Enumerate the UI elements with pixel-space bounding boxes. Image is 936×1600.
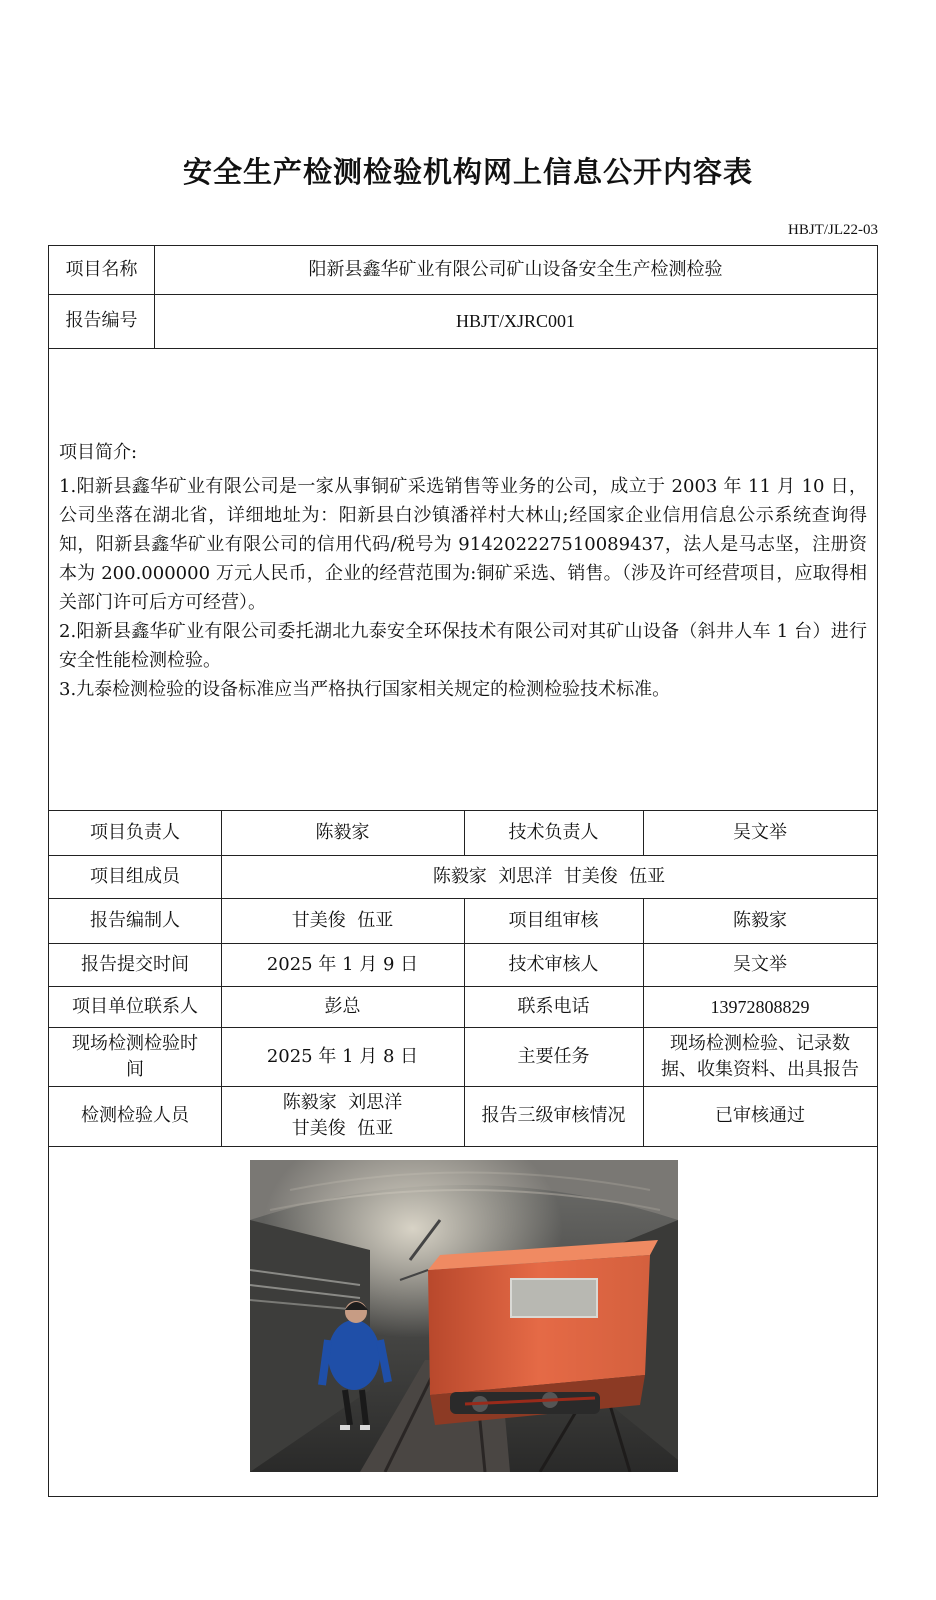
submit-time-value: 2025 年 1 月 9 日 bbox=[266, 953, 419, 975]
inspectors-label: 检测检验人员 bbox=[81, 1105, 189, 1126]
main-task-label: 主要任务 bbox=[517, 1045, 590, 1067]
team-review-value: 陈毅家 bbox=[733, 909, 787, 931]
report-no-value: HBJT/XJRC001 bbox=[455, 311, 576, 331]
review-status-value: 已审核通过 bbox=[715, 1105, 805, 1126]
site-time-value: 2025 年 1 月 8 日 bbox=[266, 1045, 419, 1067]
site-inspection-photo bbox=[250, 1160, 678, 1472]
site-time-label bbox=[49, 1027, 221, 1086]
review-status-label: 报告三级审核情况 bbox=[481, 1105, 626, 1126]
project-name-value: 阳新县鑫华矿业有限公司矿山设备安全生产检测检验 bbox=[308, 259, 723, 280]
project-leader-label: 项目负责人 bbox=[90, 821, 180, 843]
intro-heading: 项目简介: bbox=[59, 442, 138, 463]
report-no-label: 报告编号 bbox=[65, 310, 138, 331]
row-divider bbox=[49, 348, 877, 349]
team-review-label: 项目组审核 bbox=[508, 909, 599, 931]
row-divider bbox=[49, 1146, 877, 1147]
info-table bbox=[48, 245, 878, 1497]
inspectors-value bbox=[221, 1086, 464, 1146]
contact-value: 彭总 bbox=[324, 995, 361, 1017]
report-author-label: 报告编制人 bbox=[90, 909, 180, 931]
inspectors-line1: 陈毅家 刘思洋 bbox=[282, 1092, 403, 1113]
form-code: HBJT/JL22-03 bbox=[788, 222, 878, 238]
phone-label: 联系电话 bbox=[517, 995, 590, 1017]
main-task-value bbox=[643, 1027, 877, 1086]
intro-paragraph-1: 1.阳新县鑫华矿业有限公司是一家从事铜矿采选销售等业务的公司，成立于 2003 年 11 月 10 日，公司坐落在湖北省，详细地址为：阳新县白沙镇潘祥村大林山;经国家企业信用信息公示系统查询得知，阳新县鑫华矿业有限公司的信用代码/税号为 914202227510089437，法人是马志坚，注册资本为 200.000000 万元人民币，企业的经营范围为:铜矿采选、销售。（涉及许可经营项目，应取得相关部门许可后方可经营）。 bbox=[59, 476, 867, 613]
team-members-label: 项目组成员 bbox=[90, 865, 180, 887]
contact-label: 项目单位联系人 bbox=[72, 995, 198, 1017]
report-author-value: 甘美俊 伍亚 bbox=[291, 909, 394, 931]
project-name-label: 项目名称 bbox=[65, 259, 138, 280]
inspectors-line2: 甘美俊 伍亚 bbox=[291, 1118, 394, 1139]
page-title: 安全生产检测检验机构网上信息公开内容表 bbox=[182, 155, 753, 189]
tech-leader-value: 吴文举 bbox=[733, 821, 787, 843]
intro-paragraph-3: 3.九泰检测检验的设备标准应当严格执行国家相关规定的检测检验技术标准。 bbox=[59, 679, 671, 700]
intro-paragraph-2: 2.阳新县鑫华矿业有限公司委托湖北九泰安全环保技术有限公司对其矿山设备（斜井人车 1 台）进行安全性能检测检验。 bbox=[59, 621, 867, 671]
submit-time-label: 报告提交时间 bbox=[81, 953, 189, 975]
tech-review-value: 吴文举 bbox=[733, 953, 787, 975]
site-time-label-line2: 间 bbox=[126, 1058, 144, 1080]
main-task-line2: 据、收集资料、出具报告 bbox=[661, 1058, 859, 1080]
project-leader-value: 陈毅家 bbox=[315, 821, 370, 843]
tech-review-label: 技术审核人 bbox=[508, 953, 599, 975]
team-members-value: 陈毅家 刘思洋 甘美俊 伍亚 bbox=[432, 865, 666, 887]
project-intro bbox=[59, 438, 867, 704]
site-time-label-line1: 现场检测检验时 bbox=[72, 1032, 198, 1054]
tech-leader-label: 技术负责人 bbox=[508, 821, 599, 843]
main-task-line1: 现场检测检验、记录数 bbox=[670, 1032, 850, 1054]
phone-value: 13972808829 bbox=[710, 996, 810, 1017]
